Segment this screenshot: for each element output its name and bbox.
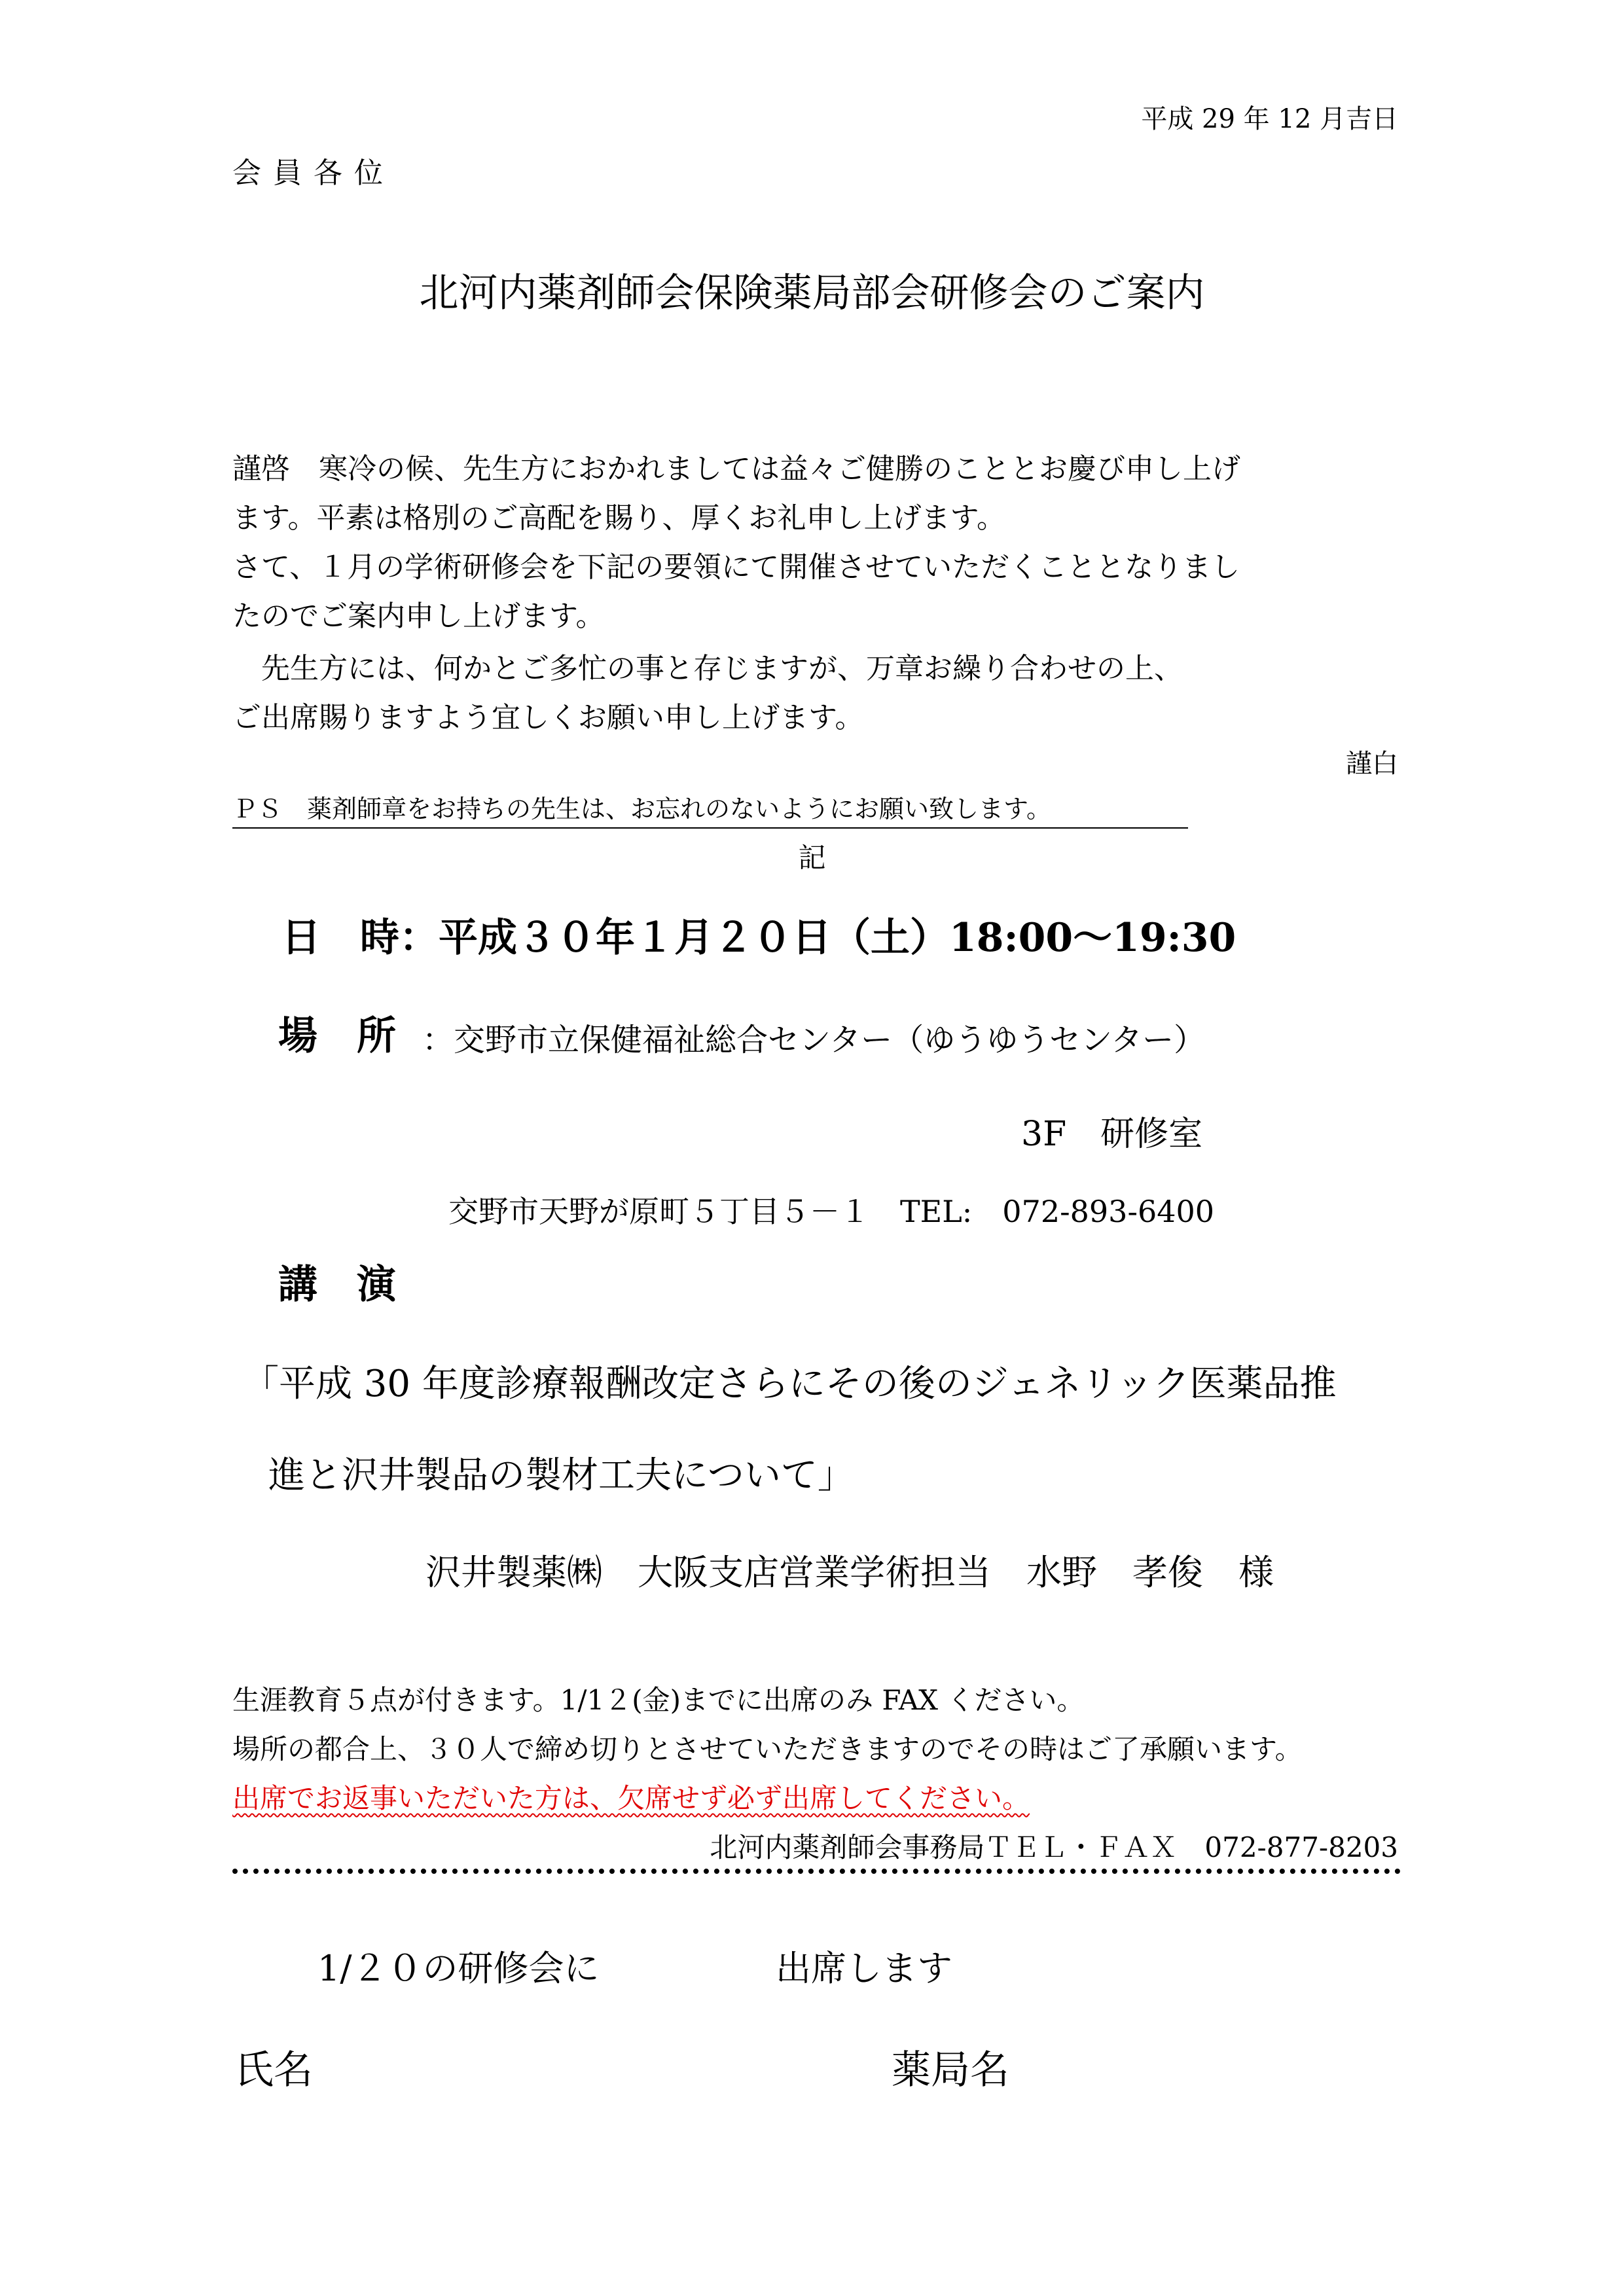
datetime-value: ：平成３０年１月２０日（土）18:00～19:30 [399,915,1236,961]
lecture-title-line-2: 進と沢井製品の製材工夫について」 [268,1454,854,1497]
venue-room: 3F 研修室 [1021,1115,1203,1154]
lecture-label: 講 演 [278,1262,396,1308]
venue-name: ：交野市立保健福祉総合センター（ゆうゆうセンター） [422,1022,1206,1058]
body-line-4: たのでご案内申し上げます。 [232,600,605,633]
note-capacity: 場所の都合上、３０人で締め切りとさせていただきますのでその時はご了承願います。 [232,1733,1303,1765]
body-line-6: ご出席賜りますよう宜しくお願い申し上げます。 [232,701,864,734]
document-title: 北河内薬剤師会保険薬局部会研修会のご案内 [419,270,1205,316]
form-event: 1/２０の研修会に [317,1948,600,1989]
form-attend-option[interactable]: 出席します [776,1948,952,1989]
body-line-5: 先生方には、何かとご多忙の事と存じますが、万章お繰り合わせの上、 [232,652,1183,685]
issue-date: 平成 29 年 12 月吉日 [1141,104,1398,134]
form-name-label[interactable]: 氏名 [234,2047,313,2093]
form-pharmacy-label[interactable]: 薬局名 [892,2047,1009,2093]
venue-address: 交野市天野が原町５丁目５－１ TEL: 072-893-6400 [448,1194,1215,1229]
ki-heading: 記 [798,842,826,874]
speaker: 沢井製薬㈱ 大阪支店営業学術担当 水野 孝俊 様 [425,1552,1274,1593]
datetime-label: 日 時 [281,915,399,961]
event-datetime [281,906,1236,963]
body-line-2: ます。平素は格別のご高配を賜り、厚くお礼申し上げます。 [232,501,1005,535]
note-credit: 生涯教育５点が付きます。1/1２(金)までに出席のみ FAX ください。 [232,1684,1085,1716]
contact-info: 北河内薬剤師会事務局ＴＥＬ・ＦＡＸ 072-877-8203 [710,1831,1398,1863]
body-line-3: さて、１月の学術研修会を下記の要領にて開催させていただくこととなりまし [232,550,1240,584]
body-line-1: 謹啓 寒冷の候、先生方におかれましては益々ご健勝のこととお慶び申し上げ [232,452,1240,486]
note-warning: 出席でお返事いただいた方は、欠席せず必ず出席してください。 [232,1782,1030,1814]
venue-label: 場 所 [278,1013,396,1059]
closing: 謹白 [1346,749,1398,779]
recipients: 会員各位 [232,156,395,190]
cut-line [232,1869,1401,1874]
lecture-title-line-1: 「平成 30 年度診療報酬改定さらにその後のジェネリック医薬品推 [242,1363,1337,1405]
ps-note: ＰＳ 薬剤師章をお持ちの先生は、お忘れのないようにお願い致します。 [232,789,1188,829]
